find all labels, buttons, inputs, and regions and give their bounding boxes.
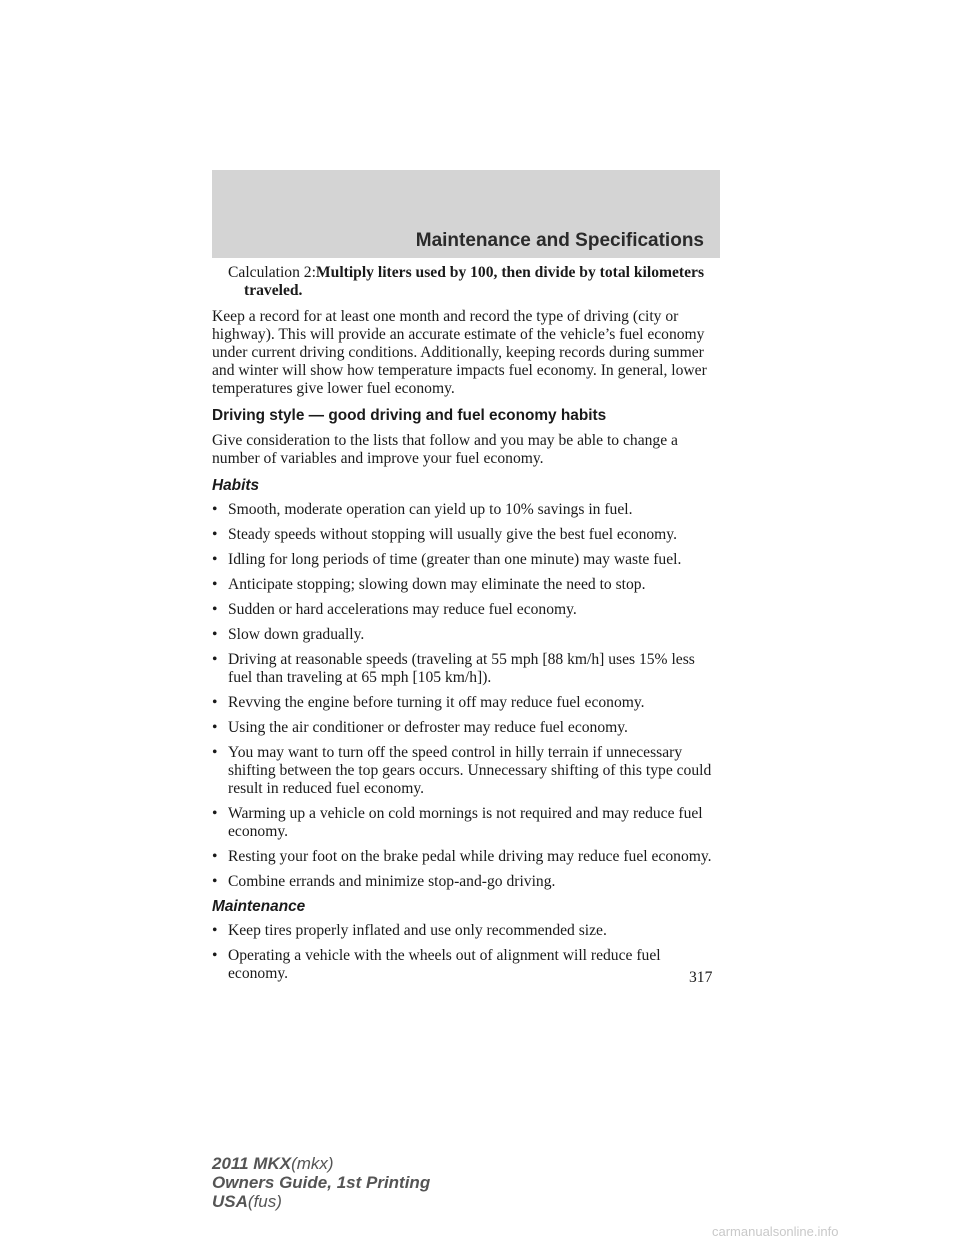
list-item [212,651,722,687]
list-item [212,601,722,619]
calculation-label: Calculation 2: [228,264,316,281]
bullet-icon: • [212,651,218,668]
list-item-text: Warming up a vehicle on cold mornings is not required and may reduce fuel economy. [228,805,703,840]
list-item [212,694,722,712]
calculation-line [228,264,722,300]
list-item [212,922,722,940]
bullet-icon: • [212,873,218,890]
list-item [212,526,722,544]
list-item-text: Revving the engine before turning it off may reduce fuel economy. [228,694,645,711]
footer-market: USA [212,1192,248,1211]
list-item [212,551,722,569]
footer-edition: Owners Guide, 1st Printing [212,1173,431,1192]
bullet-icon: • [212,526,218,543]
bullet-icon: • [212,744,218,761]
section-header-band [212,170,720,258]
list-item [212,848,722,866]
bullet-icon: • [212,805,218,822]
footer-model-code: (mkx) [291,1154,334,1173]
bullet-icon: • [212,922,218,939]
maintenance-list [212,922,722,983]
list-item-text: Steady speeds without stopping will usually give the best fuel economy. [228,526,677,543]
list-item-text: Using the air conditioner or defroster may reduce fuel economy. [228,719,628,736]
watermark: carmanualsonline.info [712,1224,839,1239]
list-item-text: Idling for long periods of time (greater than one minute) may waste fuel. [228,551,682,568]
bullet-icon: • [212,551,218,568]
bullet-icon: • [212,601,218,618]
footer-print-info [212,1154,430,1211]
habits-heading: Habits [212,477,260,494]
footer-model: 2011 MKX [212,1154,292,1173]
driving-style-paragraph: Give consideration to the lists that follow and you may be able to change a number of variables and improve your fuel economy. [212,432,678,467]
list-item [212,501,722,519]
list-item-text: Driving at reasonable speeds (traveling at 55 mph [88 km/h] uses 15% less fuel than traveling at 65 mph [105 km/h]). [228,651,695,686]
list-item-text: Sudden or hard accelerations may reduce fuel economy. [228,601,577,618]
list-item [212,873,722,891]
list-item [212,744,722,798]
list-item [212,626,722,644]
bullet-icon: • [212,626,218,643]
list-item-text: Slow down gradually. [228,626,365,643]
list-item-text: Smooth, moderate operation can yield up to 10% savings in fuel. [228,501,633,518]
list-item [212,719,722,737]
page-number: 317 [689,969,713,986]
list-item-text: Keep tires properly inflated and use only recommended size. [228,922,607,939]
habits-list [212,501,722,891]
list-item-text: Combine errands and minimize stop-and-go driving. [228,873,556,890]
page-content [212,264,722,990]
list-item-text: You may want to turn off the speed control in hilly terrain if unnecessary shifting between the top gears occurs. Unnecessary shifting of this type could result in reduced fuel economy. [228,744,712,797]
calculation-text: Multiply liters used by 100, then divide by total kilometers traveled. [244,264,705,299]
list-item [212,805,722,841]
bullet-icon: • [212,719,218,736]
list-item-text: Anticipate stopping; slowing down may eliminate the need to stop. [228,576,646,593]
intro-paragraph: Keep a record for at least one month and record the type of driving (city or highway). This will provide an accurate estimate of the vehicle’s fuel economy under current driving conditions. Additionally, keeping records during summer and winter will show how temperature impacts fuel economy. In general, lower temperatures give lower fuel economy. [212,308,707,397]
section-title: Maintenance and Specifications [415,230,704,251]
list-item-text: Operating a vehicle with the wheels out of alignment will reduce fuel economy. [228,947,661,982]
list-item [212,947,722,983]
bullet-icon: • [212,848,218,865]
list-item-text: Resting your foot on the brake pedal while driving may reduce fuel economy. [228,848,712,865]
footer-market-code: (fus) [247,1192,282,1211]
bullet-icon: • [212,694,218,711]
list-item [212,576,722,594]
maintenance-heading: Maintenance [212,898,306,915]
bullet-icon: • [212,501,218,518]
driving-style-heading: Driving style — good driving and fuel economy habits [212,407,607,424]
bullet-icon: • [212,947,218,964]
bullet-icon: • [212,576,218,593]
